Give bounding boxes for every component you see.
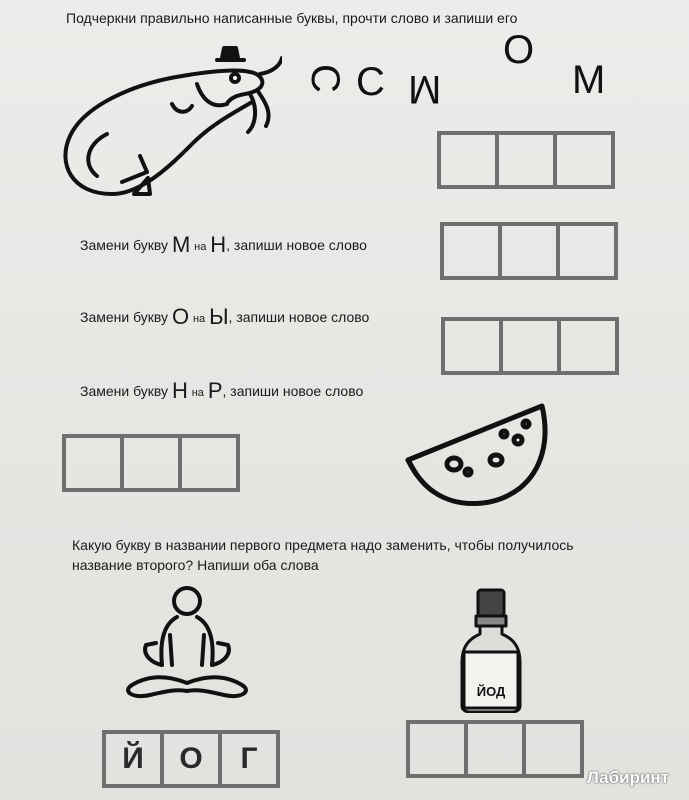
task2-mid: на	[194, 241, 207, 253]
word1-cell[interactable]: Г	[240, 742, 258, 775]
answer-cell[interactable]	[66, 438, 124, 488]
task4-instruction	[80, 378, 364, 403]
answer-cell[interactable]	[499, 135, 557, 185]
answer-cell[interactable]	[444, 226, 502, 276]
answer-cell[interactable]	[124, 438, 182, 488]
task1-instruction: Подчеркни правильно написанные буквы, прочти слово и запиши его	[66, 10, 518, 26]
task1-answer-boxes[interactable]	[437, 131, 615, 189]
task5-word1-boxes[interactable]	[102, 730, 280, 788]
task2-instruction	[80, 232, 367, 257]
task4-from-letter: Н	[171, 378, 188, 403]
task5-word2-boxes[interactable]	[406, 720, 584, 778]
letter-1[interactable]: С	[302, 64, 347, 93]
task2-answer-boxes[interactable]	[440, 222, 618, 280]
task4-mid: на	[191, 387, 204, 399]
task3-suffix: , запиши новое слово	[228, 309, 370, 325]
task4-answer-boxes[interactable]	[62, 434, 240, 492]
word1-cell[interactable]: Й	[106, 734, 164, 784]
task5-instruction-line2: название второго? Напиши оба слова	[72, 557, 319, 573]
task4-to-letter: Р	[207, 378, 223, 403]
watermark: Лабиринт	[586, 768, 669, 787]
word1-cell[interactable]: О	[164, 734, 222, 784]
cheese-icon	[402, 400, 552, 510]
iodine-bottle-icon	[456, 588, 526, 713]
task2-prefix: Замени букву	[80, 237, 169, 253]
bottle-label-text: ЙОД	[476, 684, 506, 699]
word2-cell[interactable]	[468, 724, 526, 774]
answer-cell[interactable]	[182, 438, 236, 488]
task3-answer-boxes[interactable]	[441, 317, 619, 375]
task2-from-letter: М	[171, 232, 191, 257]
answer-cell[interactable]	[561, 321, 615, 371]
task2-suffix: , запиши новое слово	[226, 237, 367, 253]
answer-cell[interactable]	[502, 226, 560, 276]
task3-prefix: Замени букву	[80, 309, 169, 325]
answer-cell[interactable]	[503, 321, 561, 371]
task3-to-letter: Ы	[209, 304, 229, 329]
answer-cell[interactable]	[441, 135, 499, 185]
task3-mid: на	[192, 313, 206, 325]
task3-instruction	[80, 304, 370, 329]
task2-to-letter: Н	[210, 232, 227, 257]
answer-cell[interactable]	[557, 135, 611, 185]
letter-5[interactable]: М	[572, 58, 606, 102]
task5-instruction-line1: Какую букву в названии первого предмета надо заменить, чтобы получилось	[72, 537, 574, 553]
task4-prefix: Замени букву	[80, 383, 169, 399]
answer-cell[interactable]	[445, 321, 503, 371]
word2-cell[interactable]	[526, 724, 580, 774]
task3-from-letter: О	[171, 304, 190, 329]
letter-3[interactable]: М	[408, 67, 442, 111]
task4-suffix: , запиши новое слово	[222, 383, 364, 399]
word2-cell[interactable]	[410, 724, 468, 774]
letter-2[interactable]: С	[356, 60, 385, 104]
catfish-icon	[52, 44, 282, 204]
yoga-figure-icon	[112, 585, 262, 705]
answer-cell[interactable]	[560, 226, 614, 276]
letter-4[interactable]: О	[503, 28, 535, 72]
